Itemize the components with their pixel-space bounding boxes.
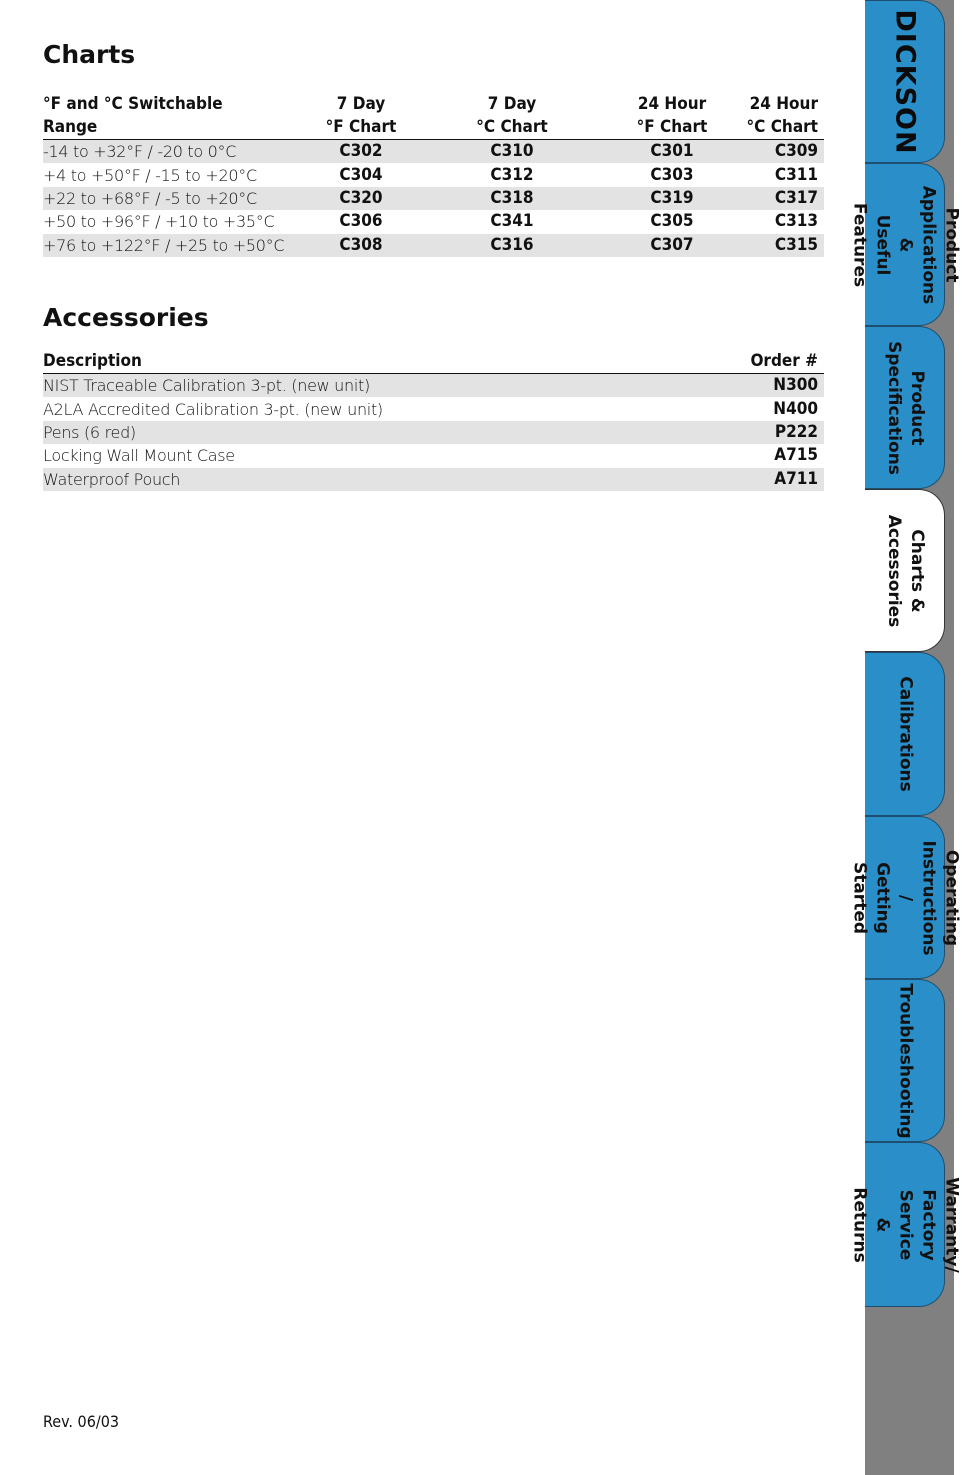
accessories-header-row — [43, 350, 824, 374]
chart-code: C305 — [650, 211, 694, 232]
table-row — [43, 421, 824, 444]
revision-label: Rev. 06/03 — [43, 1412, 120, 1431]
header-24hour-f: 24 Hour °F Chart — [613, 93, 737, 140]
table-row — [43, 163, 824, 186]
range-cell: +22 to +68°F / -5 to +20°C — [43, 187, 311, 210]
accessory-description: NIST Traceable Calibration 3-pt. (new unit) — [43, 374, 687, 398]
header-order: Order # — [687, 350, 824, 374]
chart-code: C311 — [774, 164, 818, 185]
chart-code: C304 — [339, 164, 383, 185]
header-range: °F and °C Switchable Range — [43, 93, 311, 140]
chart-code: C319 — [613, 187, 737, 210]
table-row — [43, 210, 824, 233]
range-cell: +76 to +122°F / +25 to +50°C — [43, 234, 311, 257]
tab-label: Product Specifications — [883, 340, 927, 475]
tab-label: Calibrations — [895, 676, 915, 792]
chart-code: C318 — [417, 187, 613, 210]
chart-code: C309 — [737, 140, 824, 164]
chart-code: C306 — [339, 211, 383, 232]
chart-code: C307 — [613, 234, 737, 257]
table-row — [43, 140, 824, 164]
chart-code: C313 — [774, 211, 818, 232]
chart-code: C341 — [490, 211, 534, 232]
table-row — [43, 374, 824, 398]
tab-operating-instructions[interactable] — [849, 816, 961, 979]
tab-product-specifications[interactable] — [865, 326, 945, 489]
tab-label: Troubleshooting — [895, 982, 915, 1139]
tab-label: Operating Instructions / Getting Started — [849, 839, 961, 956]
tab-label: Charts & Accessories — [883, 514, 927, 627]
order-number: A715 — [774, 445, 818, 466]
charts-table — [43, 93, 824, 257]
tab-troubleshooting[interactable] — [865, 979, 945, 1142]
charts-title: Charts — [43, 40, 136, 69]
chart-code: C316 — [417, 234, 613, 257]
chart-code: C315 — [737, 234, 824, 257]
range-cell: -14 to +32°F / -20 to 0°C — [43, 140, 311, 164]
accessory-description: Waterproof Pouch — [43, 468, 687, 491]
charts-header-row — [43, 93, 824, 140]
order-number: A711 — [687, 468, 824, 491]
header-7day-c: 7 Day °C Chart — [417, 93, 613, 140]
header-description: Description — [43, 350, 687, 374]
header-7day-f: 7 Day °F Chart — [311, 93, 417, 140]
chart-code: C317 — [737, 187, 824, 210]
header-24hour-c: 24 Hour °C Chart — [737, 93, 824, 140]
accessories-title: Accessories — [43, 303, 209, 332]
chart-code: C303 — [650, 164, 694, 185]
accessory-description: A2LA Accredited Calibration 3-pt. (new unit) — [43, 399, 383, 419]
dickson-logo: DICKSON — [889, 8, 920, 155]
chart-code: C301 — [613, 140, 737, 164]
table-row — [43, 468, 824, 491]
tab-charts-accessories[interactable] — [865, 489, 945, 652]
tab-warranty[interactable] — [849, 1142, 961, 1307]
tab-label: Product Applications & Useful Features — [849, 185, 961, 304]
tab-product-applications[interactable] — [849, 163, 961, 326]
accessory-description: Locking Wall Mount Case — [43, 446, 235, 466]
chart-code: C308 — [311, 234, 417, 257]
chart-code: C302 — [311, 140, 417, 164]
order-number: N300 — [687, 374, 824, 398]
chart-code: C320 — [311, 187, 417, 210]
table-row — [43, 444, 824, 467]
range-cell: +50 to +96°F / +10 to +35°C — [43, 212, 275, 232]
order-number: P222 — [687, 421, 824, 444]
range-cell: +4 to +50°F / -15 to +20°C — [43, 165, 257, 185]
table-row — [43, 397, 824, 420]
tab-calibrations[interactable] — [865, 652, 945, 816]
table-row — [43, 234, 824, 257]
logo-tab — [865, 0, 945, 163]
accessories-table — [43, 350, 824, 491]
tab-label: Warranty/ Factory Service & Returns — [849, 1176, 961, 1273]
chart-code: C312 — [490, 164, 534, 185]
order-number: N400 — [773, 398, 818, 419]
chart-code: C310 — [417, 140, 613, 164]
table-row — [43, 187, 824, 210]
accessory-description: Pens (6 red) — [43, 421, 687, 444]
